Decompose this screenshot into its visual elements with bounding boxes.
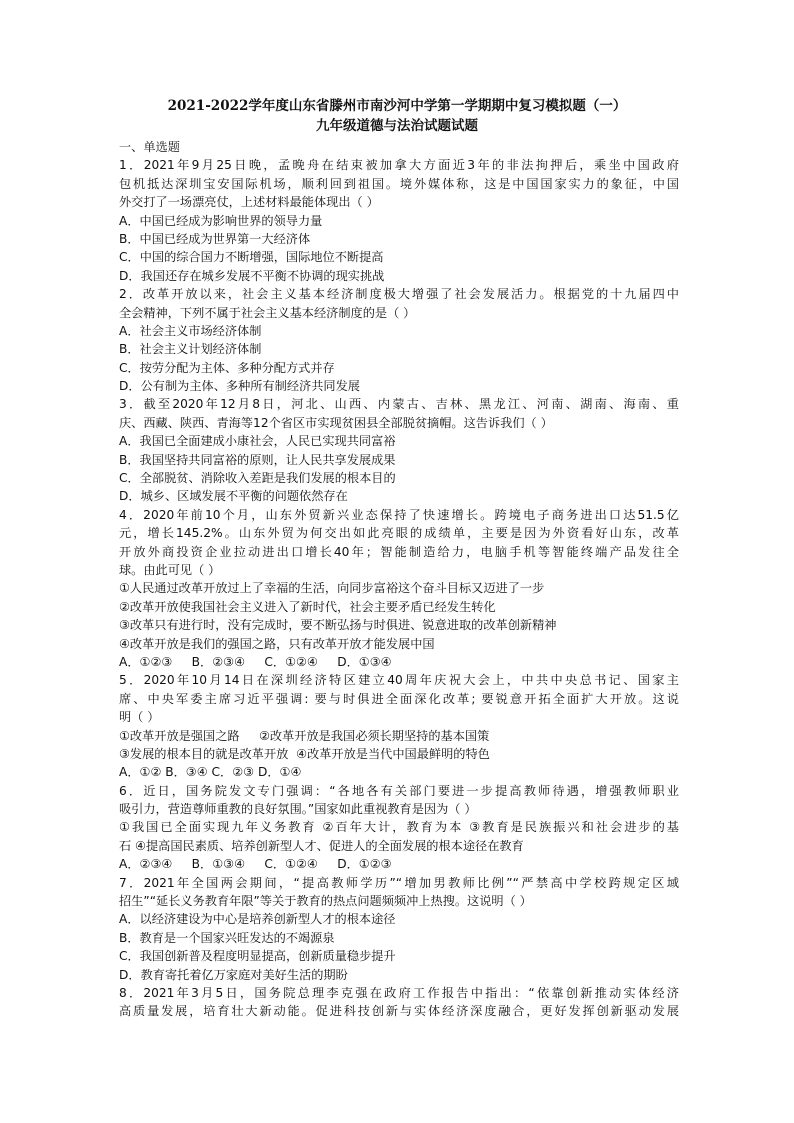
answer-option: B．教育是一个国家兴旺发达的不竭源泉 (119, 930, 335, 945)
question-4 (119, 506, 679, 672)
statement-item: ①我国已全面实现九年义务教育 ②百年大计，教育为本 ③教育是民族振兴和社会进步的基 (119, 820, 679, 835)
answer-option: B．中国已经成为世界第一大经济体 (119, 231, 311, 246)
question-stem-line: 4．2020年前10个月，山东外贸新兴业态保持了快速增长。跨境电子商务进出口达51.5亿 (119, 507, 679, 522)
question-list (119, 138, 679, 1021)
question-stem-line: 3．截至2020年12月8日，河北、山西、内蒙古、吉林、黑龙江、河南、湖南、海南、重 (119, 397, 679, 412)
question-stem-line: 元，增长145.2%。山东外贸为何交出如此亮眼的成绩单，主要是因为外资看好山东，改革 (119, 526, 679, 541)
question-stem-line: 6．近日，国务院发文专门强调：“各地各有关部门要进一步提高教师待遇，增强教师职业 (119, 783, 679, 798)
document-subtitle: 九年级道德与法治试题试题 (316, 118, 478, 134)
question-stem-line: 7．2021年全国两会期间，“提高教师学历”“增加男教师比例”“严禁高中学校跨规定区域 (119, 875, 679, 890)
document-title: 2021-2022学年度山东省滕州市南沙河中学第一学期期中复习模拟题（一） (167, 98, 627, 114)
question-3 (119, 395, 679, 505)
question-stem-line: 全会精神，下列不属于社会主义基本经济制度的是（ ） (119, 305, 416, 320)
statement-item: ①改革开放是强国之路 ②改革开放是我国必须长期坚持的基本国策 (119, 728, 490, 743)
question-stem-line: 8．2021年3月5日，国务院总理李克强在政府工作报告中指出：“依靠创新推动实体经济 (119, 985, 679, 1000)
answer-option: D．教育寄托着亿万家庭对美好生活的期盼 (119, 967, 348, 982)
question-stem-line: 包机抵达深圳宝安国际机场，顺利回到祖国。境外媒体称，这是中国国家实力的象征，中国 (119, 176, 679, 191)
question-stem-line: 招生”“延长义务教育年限”等关于教育的热点问题频频冲上热搜。这说明（ ） (119, 894, 532, 909)
section-heading: 一、单选题 (119, 140, 180, 154)
statement-item: ②改革开放使我国社会主义进入了新时代，社会主要矛盾已经发生转化 (119, 599, 496, 614)
question-2 (119, 285, 679, 395)
statement-item: ④改革开放是我们的强国之路，只有改革开放才能发展中国 (119, 636, 435, 651)
question-stem-line: 5．2020年10月14日在深圳经济特区建立40周年庆祝大会上，中共中央总书记、国家主 (119, 673, 679, 688)
answer-option: A．我国已全面建成小康社会，人民已实现共同富裕 (119, 434, 396, 449)
statement-item: 石 ④提高国民素质、培养创新型人才、促进人的全面发展的根本途径在教育 (119, 838, 524, 853)
answer-options-row: A．①② B．③④ C．②③ D．①④ (119, 765, 302, 780)
question-7 (119, 874, 679, 984)
question-stem-line: 球。由此可见（ ） (119, 562, 221, 577)
answer-option: D．我国还存在城乡发展不平衡不协调的现实挑战 (119, 268, 385, 283)
answer-options-row: A．②③④ B．①③④ C．①②④ D．①②③ (119, 857, 392, 872)
question-stem-line: 明（ ） (119, 710, 160, 725)
answer-option: C．我国创新普及程度明显提高，创新质量稳步提升 (119, 949, 396, 964)
question-1 (119, 156, 679, 285)
question-stem-line: 高质量发展，培育壮大新动能。促进科技创新与实体经济深度融合，更好发挥创新驱动发展 (119, 1004, 679, 1019)
answer-option: A．社会主义市场经济体制 (119, 323, 262, 338)
question-5 (119, 671, 679, 781)
answer-option: A．中国已经成为影响世界的领导力量 (119, 213, 323, 228)
question-8 (119, 984, 679, 1021)
answer-option: D．城乡、区域发展不平衡的问题依然存在 (119, 489, 348, 504)
question-stem-line: 吸引力，营造尊师重教的良好氛围。”国家如此重视教育是因为（ ） (119, 802, 477, 817)
statement-item: ①人民通过改革开放过上了幸福的生活，向同步富裕这个奋斗目标又迈进了一步 (119, 581, 545, 596)
question-stem-line: 庆、西藏、陕西、青海等12个省区市实现贫困县全部脱贫摘帽。这告诉我们（ ） (119, 415, 553, 430)
answer-options-row: A．①②③ B．②③④ C．①②④ D．①③④ (119, 654, 392, 669)
answer-option: C．全部脱贫、消除收入差距是我们发展的根本目的 (119, 471, 396, 486)
answer-option: A．以经济建设为中心是培养创新型人才的根本途径 (119, 912, 396, 927)
question-stem-line: 2．改革开放以来，社会主义基本经济制度极大增强了社会发展活力。根据党的十九届四中 (119, 287, 679, 302)
question-stem-line: 1．2021年9月25日晚，孟晚舟在结束被加拿大方面近3年的非法拘押后，乘坐中国政府 (119, 158, 679, 173)
question-6 (119, 782, 679, 874)
question-stem-line: 开放外商投资企业拉动进出口增长40年；智能制造给力，电脑手机等智能终端产品发往全 (119, 544, 679, 559)
statement-item: ③发展的根本目的就是改革开放 ④改革开放是当代中国最鲜明的特色 (119, 746, 490, 761)
answer-option: C．中国的综合国力不断增强，国际地位不断提高 (119, 250, 384, 265)
answer-option: C．按劳分配为主体、多种分配方式并存 (119, 360, 335, 375)
answer-option: B．我国坚持共同富裕的原则，让人民共享发展成果 (119, 452, 396, 467)
statement-item: ③改革只有进行时，没有完成时，要不断弘扬与时俱进、锐意进取的改革创新精神 (119, 618, 557, 633)
answer-option: B．社会主义计划经济体制 (119, 342, 262, 357)
question-stem-line: 席、中央军委主席习近平强调: 要与时俱进全面深化改革; 要锐意开拓全面扩大开放。这说 (119, 691, 679, 706)
question-stem-line: 外交打了一场漂亮仗，上述材料最能体现出（ ） (119, 195, 379, 210)
answer-option: D．公有制为主体、多种所有制经济共同发展 (119, 379, 360, 394)
